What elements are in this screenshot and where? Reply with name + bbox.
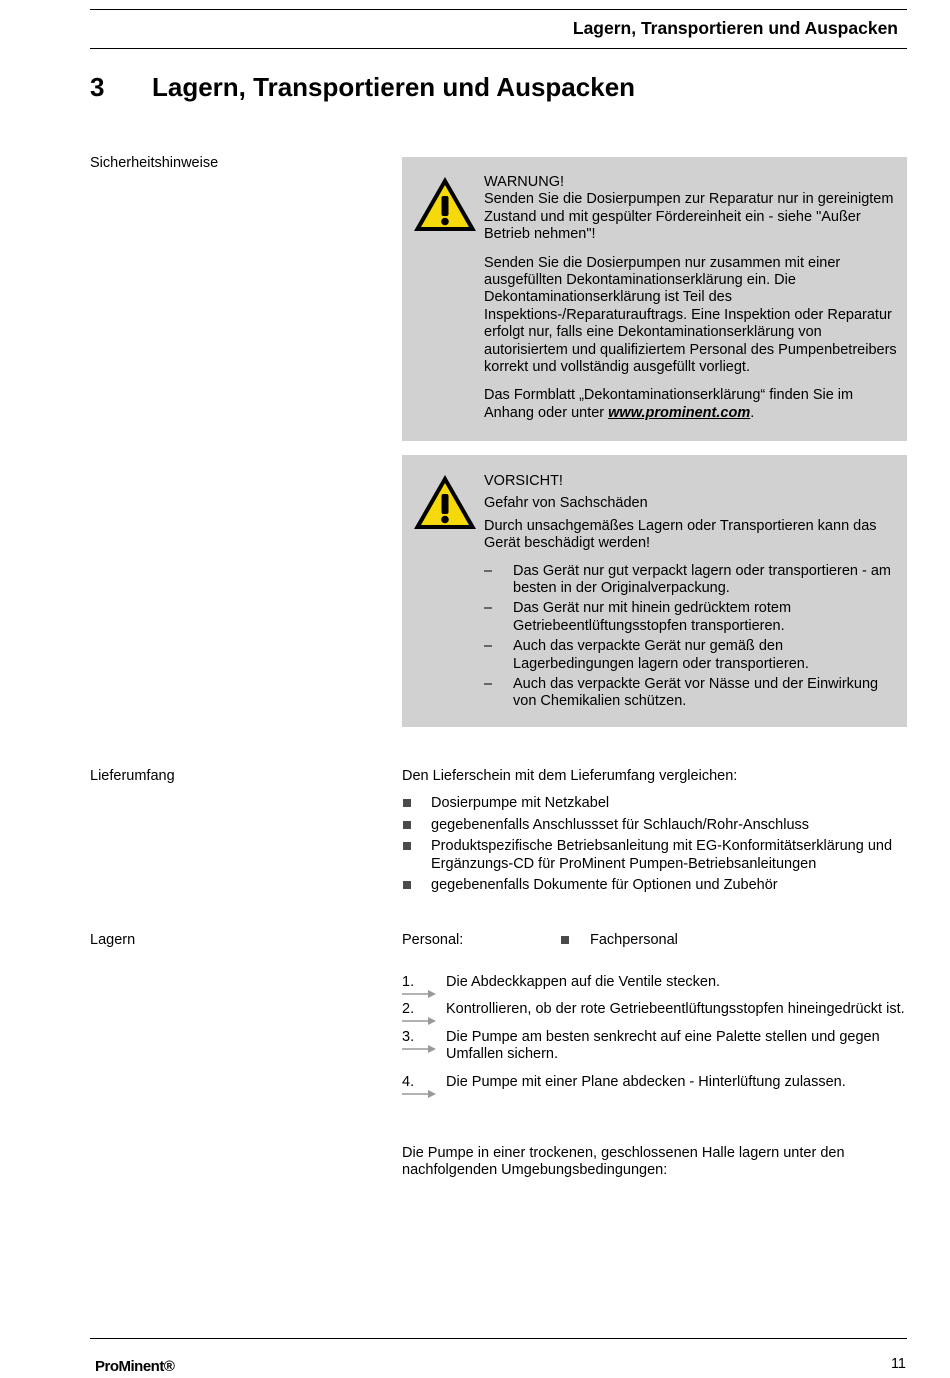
warning-paragraph-3-text: Das Formblatt „Dekontaminationserklärung“ finden Sie im Anhang oder unter bbox=[484, 387, 854, 421]
step-arrow-icon bbox=[402, 1017, 436, 1025]
warning-paragraph-3-end: . bbox=[750, 404, 755, 421]
chapter-heading bbox=[90, 72, 635, 103]
scope-section bbox=[402, 768, 907, 898]
footer-rule bbox=[90, 1338, 907, 1339]
caution-subtitle: Gefahr von Sachschäden bbox=[484, 495, 648, 512]
caution-box bbox=[402, 455, 907, 727]
personnel-row bbox=[402, 932, 907, 952]
warning-paragraph-2: Senden Sie die Dosierpumpen nur zusammen mit einer ausgefüllten Dekontaminationserklärung ein. Die Dekontaminationserklärung ist Teil des Inspektions-/Reparaturauftrags. Eine Inspektion oder Reparatur erfolgt nur, falls eine Dekontaminationserklärung von autorisiertem und qualifiziertem Personal des Pumpenbetreibers korrekt und vollständig ausgefüllt vorliegt. bbox=[484, 254, 897, 375]
step-arrow-icon bbox=[402, 990, 436, 998]
step-item bbox=[402, 1074, 907, 1091]
prominent-logo: ProMinent® bbox=[95, 1358, 175, 1375]
step-arrow-icon bbox=[402, 1045, 436, 1053]
prominent-website-link[interactable]: www.prominent.com bbox=[608, 404, 751, 421]
step-item bbox=[402, 1001, 907, 1018]
warning-triangle-icon bbox=[412, 175, 478, 233]
caution-signal-word: VORSICHT! bbox=[484, 473, 563, 489]
top-rule bbox=[90, 9, 907, 10]
scope-list bbox=[402, 795, 907, 894]
personnel-label: Personal: bbox=[402, 932, 464, 948]
step-text: Die Pumpe mit einer Plane abdecken - Hinterlüftung zulassen. bbox=[446, 1073, 846, 1090]
list-item: – Das Gerät nur gut verpackt lagern oder transportieren - am besten in der Originalverpackung. bbox=[484, 563, 897, 598]
chapter-title: Lagern, Transportieren und Auspacken bbox=[152, 72, 636, 102]
list-item: – Das Gerät nur mit hinein gedrücktem rotem Getriebeentlüftungsstopfen transportieren. bbox=[484, 600, 897, 635]
caution-list bbox=[484, 563, 897, 711]
side-heading-scope: Lieferumfang bbox=[90, 768, 175, 784]
list-item: gegebenenfalls Dokumente für Optionen und Zubehör bbox=[402, 877, 907, 894]
storage-conditions: Die Pumpe in einer trockenen, geschlossenen Halle lagern unter den nachfolgenden Umgebungsbedingungen: bbox=[402, 1145, 845, 1179]
warning-paragraph-1: Senden Sie die Dosierpumpen zur Reparatur nur in gereinigtem Zustand und mit gespülter Fördereinheit ein - siehe "Außer Betrieb nehmen"! bbox=[484, 191, 894, 243]
warning-box bbox=[402, 157, 907, 441]
bullet-square-icon bbox=[561, 936, 569, 944]
step-arrow-icon bbox=[402, 1090, 436, 1098]
step-number: 3. bbox=[402, 1028, 415, 1045]
storage-section bbox=[402, 932, 907, 1101]
list-item: Dosierpumpe mit Netzkabel bbox=[402, 795, 907, 812]
step-number: 2. bbox=[402, 1001, 415, 1018]
step-text: Kontrollieren, ob der rote Getriebeentlüftungsstopfen hineingedrückt ist. bbox=[446, 1001, 905, 1018]
step-text: Die Abdeckkappen auf die Ventile stecken. bbox=[446, 974, 721, 990]
storage-steps bbox=[402, 974, 907, 1091]
side-heading-safety: Sicherheitshinweise bbox=[90, 155, 219, 171]
warning-triangle-icon bbox=[412, 473, 478, 531]
running-header: Lagern, Transportieren und Auspacken bbox=[572, 18, 898, 38]
page-number: 11 bbox=[890, 1356, 906, 1372]
step-item bbox=[402, 974, 907, 991]
scope-intro: Den Lieferschein mit dem Lieferumfang vergleichen: bbox=[402, 768, 738, 784]
side-heading-storage: Lagern bbox=[90, 932, 136, 948]
personnel-value: Fachpersonal bbox=[590, 932, 678, 948]
list-item: – Auch das verpackte Gerät nur gemäß den Lagerbedingungen lagern oder transportieren. bbox=[484, 638, 897, 673]
list-item: gegebenenfalls Anschlussset für Schlauch/Rohr-Anschluss bbox=[402, 817, 907, 834]
step-text: Die Pumpe am besten senkrecht auf eine Palette stellen und gegen Umfallen sichern. bbox=[446, 1028, 880, 1063]
step-item bbox=[402, 1029, 907, 1064]
chapter-number: 3 bbox=[90, 72, 105, 102]
warning-paragraph-3 bbox=[484, 387, 897, 422]
step-number: 1. bbox=[402, 974, 415, 990]
header-rule bbox=[90, 48, 907, 49]
warning-signal-word: WARNUNG! bbox=[484, 174, 565, 190]
list-item: Produktspezifische Betriebsanleitung mit EG-Konformitätserklärung und Ergänzungs-CD für ProMinent Pumpen-Betriebsanleitungen bbox=[402, 838, 907, 873]
step-number: 4. bbox=[402, 1073, 415, 1090]
list-item: – Auch das verpackte Gerät vor Nässe und der Einwirkung von Chemikalien schützen. bbox=[484, 676, 897, 711]
caution-intro: Durch unsachgemäßes Lagern oder Transportieren kann das Gerät beschädigt werden! bbox=[484, 517, 877, 552]
